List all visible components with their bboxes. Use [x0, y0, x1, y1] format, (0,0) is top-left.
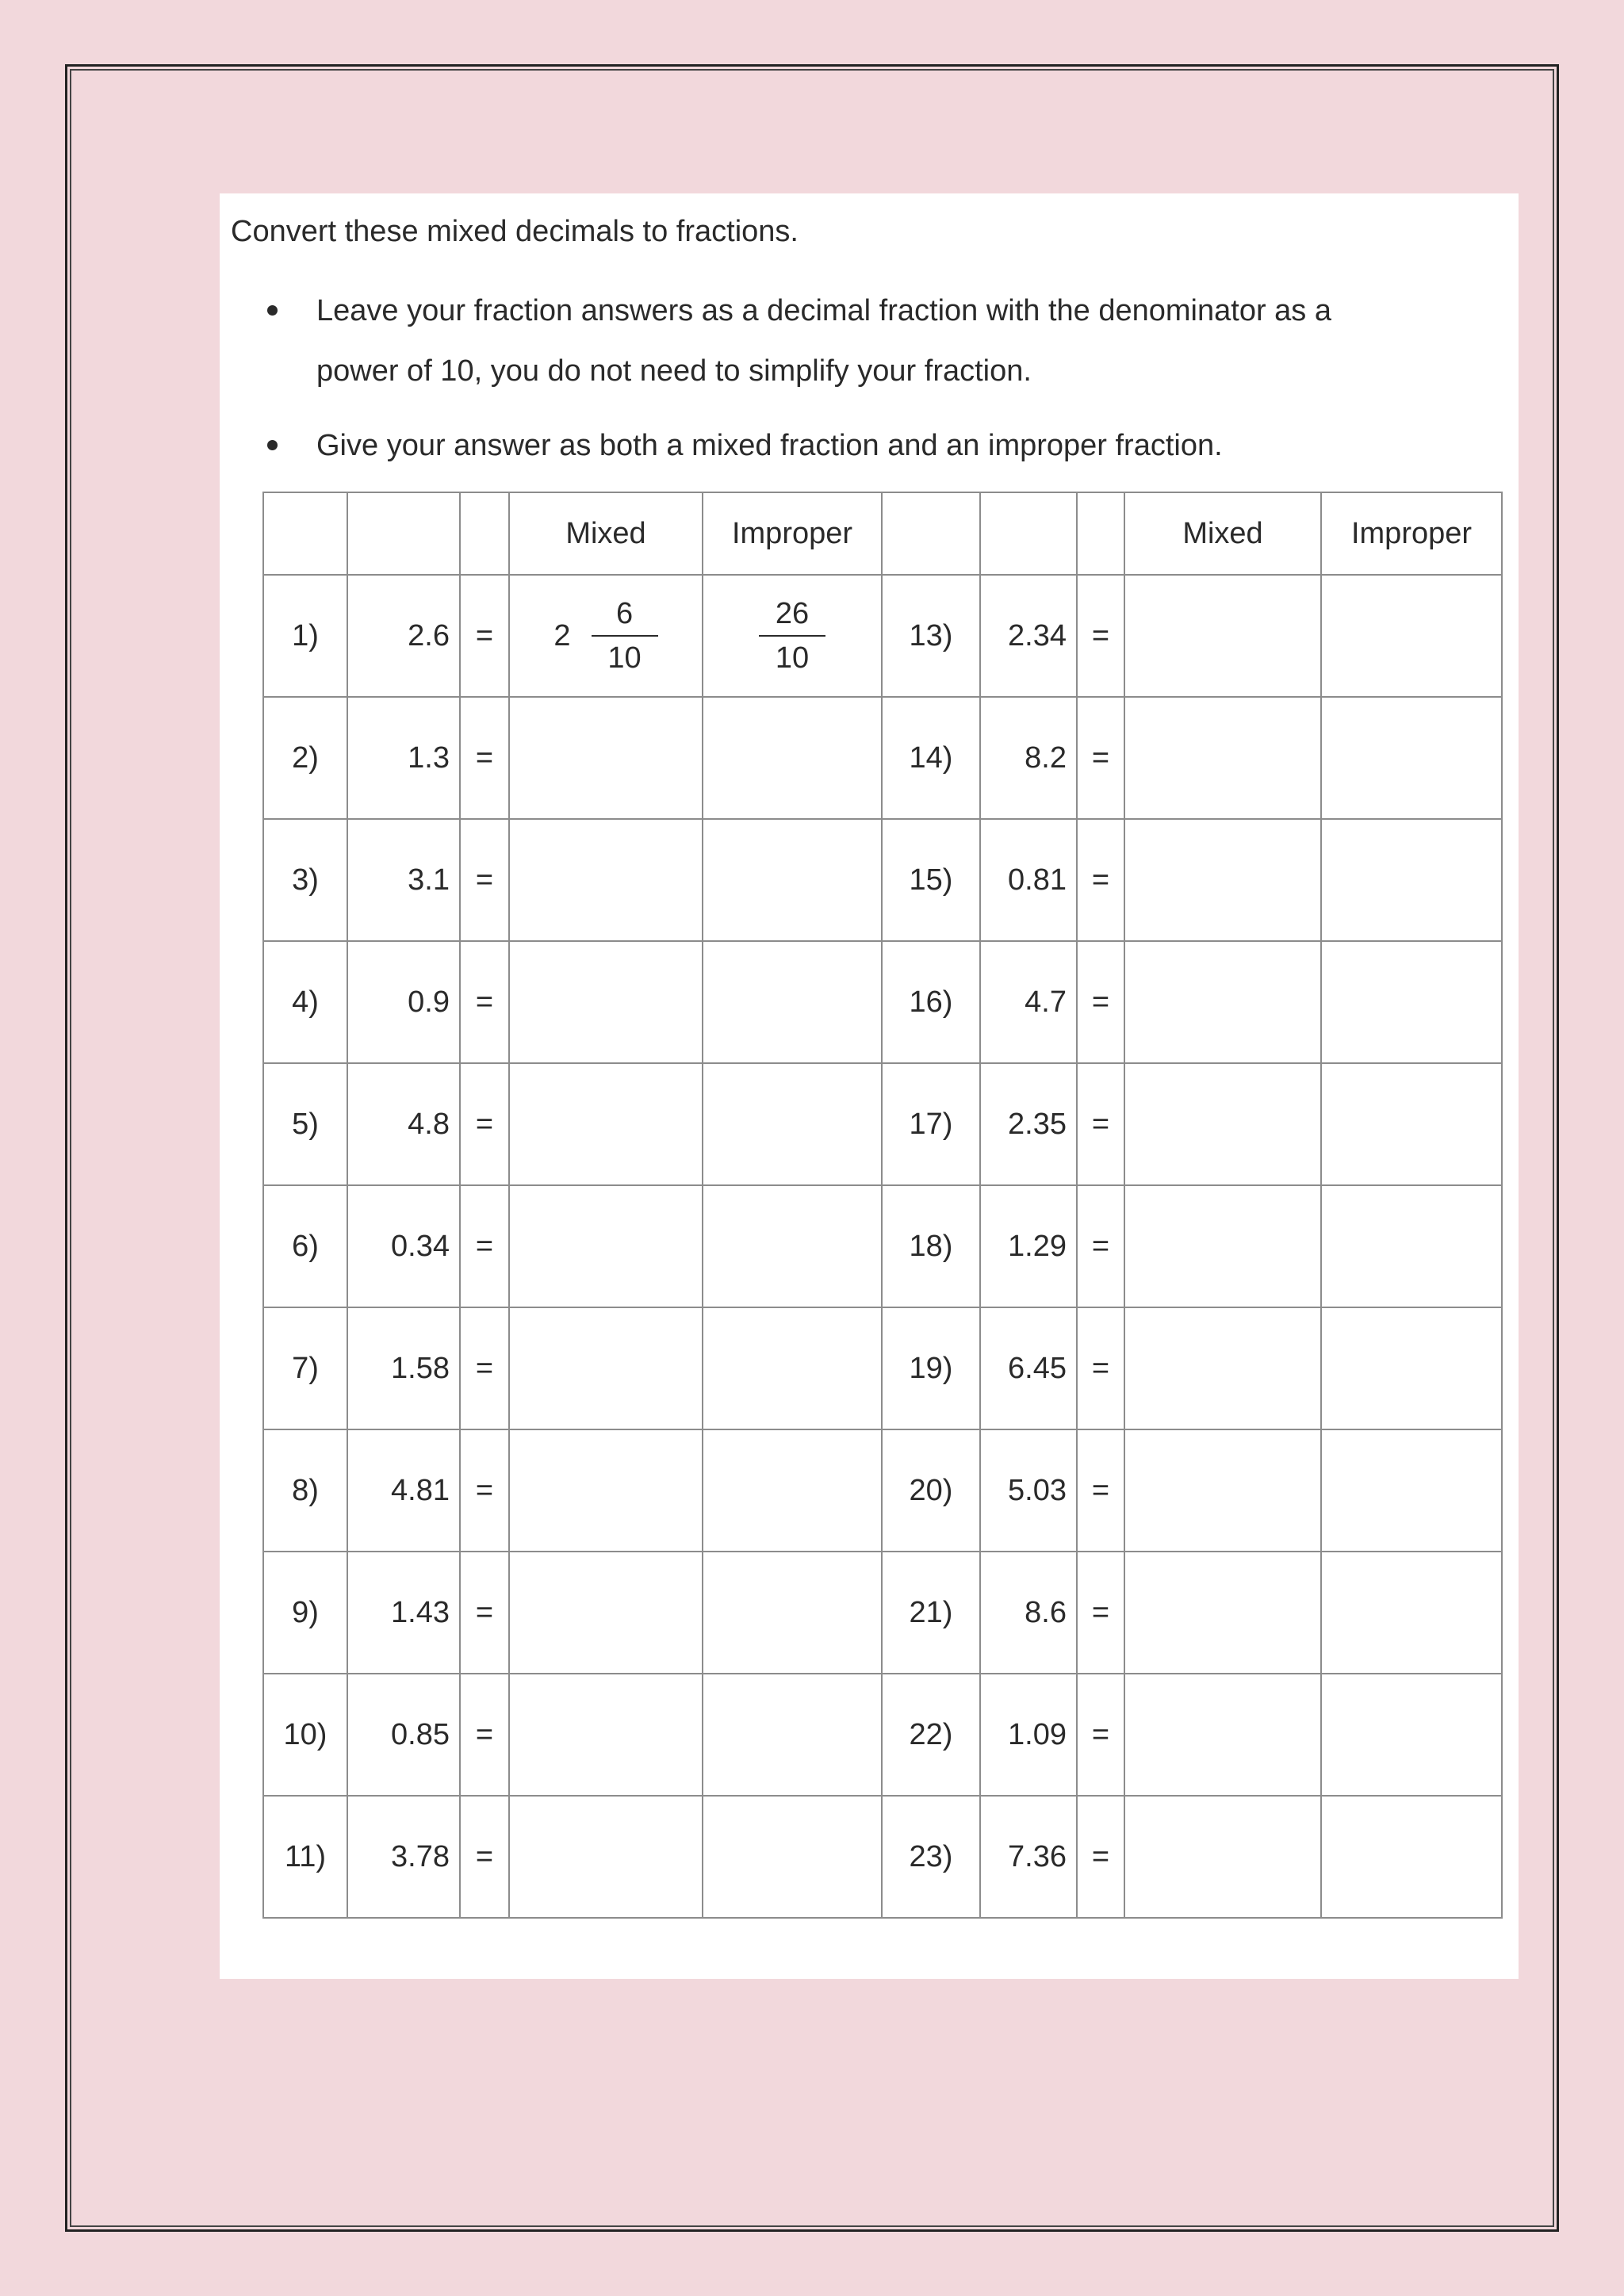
- improper-answer-cell[interactable]: [1321, 1674, 1502, 1796]
- decimal-value: 1.58: [347, 1307, 460, 1429]
- mixed-answer-cell[interactable]: [1124, 1307, 1321, 1429]
- decimal-value: 3.1: [347, 819, 460, 941]
- decimal-value: 8.6: [980, 1552, 1077, 1674]
- decimal-value: 5.03: [980, 1429, 1077, 1552]
- problem-number: 13): [882, 575, 980, 697]
- improper-answer-cell[interactable]: [1321, 941, 1502, 1063]
- problem-number: 18): [882, 1185, 980, 1307]
- decimal-value: 4.81: [347, 1429, 460, 1552]
- problem-number: 2): [263, 697, 347, 819]
- improper-answer-cell[interactable]: [703, 1429, 882, 1552]
- improper-answer-cell[interactable]: [1321, 1185, 1502, 1307]
- mixed-answer-cell[interactable]: [509, 941, 703, 1063]
- conversion-table: [262, 492, 1503, 1919]
- mixed-answer-cell[interactable]: [1124, 1185, 1321, 1307]
- problem-number: 6): [263, 1185, 347, 1307]
- mixed-answer-cell[interactable]: [1124, 819, 1321, 941]
- improper-answer-cell[interactable]: [703, 1185, 882, 1307]
- improper-answer-cell[interactable]: [1321, 819, 1502, 941]
- improper-answer-cell[interactable]: [703, 1063, 882, 1185]
- equals-sign: =: [460, 575, 509, 697]
- header-improper-left: Improper: [703, 492, 882, 575]
- decimal-value: 0.85: [347, 1674, 460, 1796]
- mixed-answer-cell[interactable]: [509, 1307, 703, 1429]
- decimal-value: 2.34: [980, 575, 1077, 697]
- problem-number: 5): [263, 1063, 347, 1185]
- instruction-bullets: [267, 281, 1488, 490]
- decimal-value: 0.81: [980, 819, 1077, 941]
- problem-number: 22): [882, 1674, 980, 1796]
- equals-sign: =: [1077, 1674, 1124, 1796]
- decimal-value: 1.43: [347, 1552, 460, 1674]
- bullet-item: [267, 281, 1488, 401]
- problem-number: 21): [882, 1552, 980, 1674]
- mixed-answer-cell[interactable]: [509, 1796, 703, 1918]
- decimal-value: 4.8: [347, 1063, 460, 1185]
- table-row: [263, 697, 1502, 819]
- improper-answer-cell[interactable]: [703, 819, 882, 941]
- fraction-bar: [759, 635, 825, 637]
- table-row: [263, 575, 1502, 697]
- decimal-value: 6.45: [980, 1307, 1077, 1429]
- denominator: 10: [607, 641, 642, 675]
- equals-sign: =: [460, 1674, 509, 1796]
- equals-sign: =: [460, 1185, 509, 1307]
- mixed-answer-cell[interactable]: [509, 1552, 703, 1674]
- table-row: [263, 1307, 1502, 1429]
- equals-sign: =: [1077, 941, 1124, 1063]
- improper-answer-cell[interactable]: [1321, 1552, 1502, 1674]
- equals-sign: =: [1077, 697, 1124, 819]
- equals-sign: =: [460, 1063, 509, 1185]
- bullet-item: [267, 415, 1488, 476]
- equals-sign: =: [460, 697, 509, 819]
- decimal-value: 0.34: [347, 1185, 460, 1307]
- decimal-value: 2.35: [980, 1063, 1077, 1185]
- equals-sign: =: [460, 1429, 509, 1552]
- problem-number: 19): [882, 1307, 980, 1429]
- mixed-answer-cell[interactable]: [1124, 1063, 1321, 1185]
- decimal-value: 7.36: [980, 1796, 1077, 1918]
- header-cell: [263, 492, 347, 575]
- equals-sign: =: [1077, 1429, 1124, 1552]
- header-mixed-left: Mixed: [509, 492, 703, 575]
- header-cell: [882, 492, 980, 575]
- problem-number: 15): [882, 819, 980, 941]
- equals-sign: =: [460, 941, 509, 1063]
- mixed-answer-cell[interactable]: [509, 697, 703, 819]
- decimal-value: 2.6: [347, 575, 460, 697]
- problem-number: 23): [882, 1796, 980, 1918]
- problem-number: 11): [263, 1796, 347, 1918]
- equals-sign: =: [1077, 1185, 1124, 1307]
- numerator: 26: [775, 597, 810, 630]
- table-row: [263, 819, 1502, 941]
- mixed-answer-cell[interactable]: [509, 1063, 703, 1185]
- mixed-answer-cell[interactable]: [1124, 575, 1321, 697]
- equals-sign: =: [460, 1552, 509, 1674]
- decimal-value: 4.7: [980, 941, 1077, 1063]
- worksheet-sheet: [220, 193, 1519, 1979]
- bullet-dot-icon: [267, 440, 278, 450]
- improper-answer-cell[interactable]: [1321, 1307, 1502, 1429]
- problem-number: 10): [263, 1674, 347, 1796]
- improper-answer-cell[interactable]: [1321, 1796, 1502, 1918]
- decimal-value: 1.09: [980, 1674, 1077, 1796]
- header-cell: [460, 492, 509, 575]
- problem-number: 3): [263, 819, 347, 941]
- table-row: [263, 1674, 1502, 1796]
- table-header-row: [263, 492, 1502, 575]
- equals-sign: =: [1077, 575, 1124, 697]
- problem-number: 20): [882, 1429, 980, 1552]
- problem-number: 8): [263, 1429, 347, 1552]
- denominator: 10: [775, 641, 810, 675]
- bullet-line: power of 10, you do not need to simplify your fraction.: [316, 354, 1032, 388]
- decimal-value: 8.2: [980, 697, 1077, 819]
- decimal-value: 1.29: [980, 1185, 1077, 1307]
- mixed-answer-cell[interactable]: [509, 1429, 703, 1552]
- table-row: [263, 1552, 1502, 1674]
- improper-answer-cell[interactable]: [703, 1796, 882, 1918]
- header-mixed-right: Mixed: [1124, 492, 1321, 575]
- problem-number: 4): [263, 941, 347, 1063]
- improper-answer-cell[interactable]: [703, 697, 882, 819]
- mixed-answer-cell[interactable]: [1124, 1552, 1321, 1674]
- mixed-answer-cell[interactable]: [1124, 1429, 1321, 1552]
- problem-number: 17): [882, 1063, 980, 1185]
- equals-sign: =: [460, 1796, 509, 1918]
- bullet-dot-icon: [267, 305, 278, 316]
- fraction-bar: [592, 635, 658, 637]
- improper-answer-cell[interactable]: [1321, 1063, 1502, 1185]
- numerator: 6: [615, 597, 634, 630]
- table-row: [263, 1796, 1502, 1918]
- improper-answer-cell[interactable]: [703, 575, 882, 697]
- mixed-answer-cell[interactable]: [509, 1674, 703, 1796]
- equals-sign: =: [460, 819, 509, 941]
- mixed-whole: 2: [553, 618, 571, 652]
- problem-number: 16): [882, 941, 980, 1063]
- equals-sign: =: [1077, 1307, 1124, 1429]
- mixed-answer-cell[interactable]: [509, 1185, 703, 1307]
- improper-answer-cell[interactable]: [703, 1307, 882, 1429]
- problem-number: 1): [263, 575, 347, 697]
- problem-number: 14): [882, 697, 980, 819]
- header-cell: [347, 492, 460, 575]
- mixed-answer-cell[interactable]: [1124, 941, 1321, 1063]
- table-row: [263, 1429, 1502, 1552]
- mixed-answer-cell[interactable]: [1124, 1796, 1321, 1918]
- mixed-fraction: [592, 595, 658, 676]
- table-row: [263, 1063, 1502, 1185]
- improper-answer-cell[interactable]: [1321, 1429, 1502, 1552]
- header-cell: [1077, 492, 1124, 575]
- equals-sign: =: [460, 1307, 509, 1429]
- decimal-value: 3.78: [347, 1796, 460, 1918]
- problem-number: 9): [263, 1552, 347, 1674]
- equals-sign: =: [1077, 1796, 1124, 1918]
- improper-answer-cell[interactable]: [703, 941, 882, 1063]
- header-cell: [980, 492, 1077, 575]
- mixed-answer-cell[interactable]: [1124, 1674, 1321, 1796]
- table-row: [263, 1185, 1502, 1307]
- bullet-line: Leave your fraction answers as a decimal fraction with the denominator as a: [316, 294, 1331, 327]
- improper-fraction: [759, 595, 825, 676]
- mixed-answer-cell[interactable]: [1124, 697, 1321, 819]
- table-row: [263, 941, 1502, 1063]
- mixed-answer-cell[interactable]: [509, 819, 703, 941]
- bullet-line: Give your answer as both a mixed fraction and an improper fraction.: [316, 429, 1223, 462]
- improper-answer-cell[interactable]: [703, 1552, 882, 1674]
- problem-number: 7): [263, 1307, 347, 1429]
- improper-answer-cell[interactable]: [703, 1674, 882, 1796]
- header-improper-right: Improper: [1321, 492, 1502, 575]
- instruction-text: Convert these mixed decimals to fractions.: [231, 215, 799, 248]
- equals-sign: =: [1077, 1063, 1124, 1185]
- equals-sign: =: [1077, 819, 1124, 941]
- decimal-value: 0.9: [347, 941, 460, 1063]
- decimal-value: 1.3: [347, 697, 460, 819]
- improper-answer-cell[interactable]: [1321, 697, 1502, 819]
- equals-sign: =: [1077, 1552, 1124, 1674]
- mixed-answer-cell[interactable]: [509, 575, 703, 697]
- improper-answer-cell[interactable]: [1321, 575, 1502, 697]
